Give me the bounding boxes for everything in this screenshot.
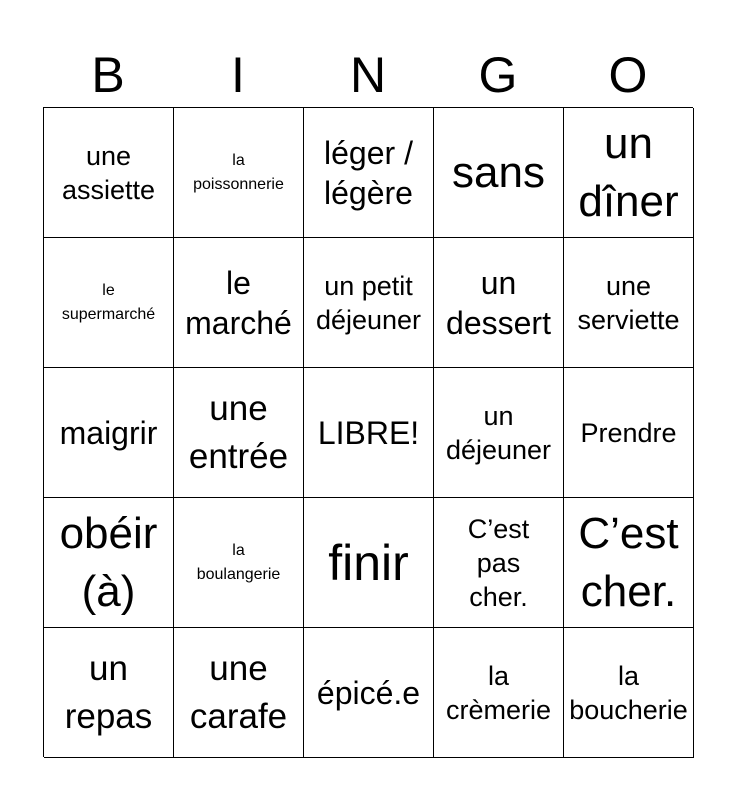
cell-text: le marché xyxy=(185,264,292,341)
cell-text: une carafe xyxy=(189,648,288,736)
cell-text: un petit déjeuner xyxy=(315,270,422,335)
cell-text: C’est cher. xyxy=(578,508,679,616)
cell-text: LIBRE! xyxy=(317,414,420,451)
header-letter-i: I xyxy=(231,47,245,103)
cell-text: la boucherie xyxy=(569,660,688,725)
cell-text: sans xyxy=(452,147,545,197)
bingo-cell[interactable] xyxy=(174,628,304,758)
cell-text: épicé.e xyxy=(316,674,421,711)
cell-text: un dessert xyxy=(446,264,551,341)
bingo-cell[interactable] xyxy=(304,238,434,368)
cell-text: un repas xyxy=(64,648,153,736)
bingo-header xyxy=(43,44,693,106)
bingo-cell[interactable] xyxy=(44,368,174,498)
cell-text: une serviette xyxy=(577,270,680,335)
cell-text: léger / légère xyxy=(324,134,413,211)
bingo-cell[interactable] xyxy=(174,498,304,628)
header-letter-o: O xyxy=(608,47,648,103)
cell-text: finir xyxy=(328,534,409,591)
bingo-cell[interactable] xyxy=(44,238,174,368)
bingo-cell[interactable] xyxy=(304,108,434,238)
cell-text: la boulangerie xyxy=(196,541,281,583)
bingo-cell[interactable] xyxy=(434,368,564,498)
bingo-cell[interactable] xyxy=(564,628,694,758)
bingo-cell[interactable] xyxy=(564,238,694,368)
cell-text: un déjeuner xyxy=(445,400,552,465)
cell-text: une entrée xyxy=(188,388,289,476)
cell-text: la poissonnerie xyxy=(193,151,284,193)
cell-text: le supermarché xyxy=(61,281,156,323)
bingo-cell[interactable] xyxy=(44,628,174,758)
header-letter-g: G xyxy=(478,47,518,103)
bingo-cell[interactable] xyxy=(44,108,174,238)
bingo-cell[interactable] xyxy=(564,498,694,628)
cell-text: une assiette xyxy=(61,140,156,205)
bingo-cell[interactable] xyxy=(44,498,174,628)
bingo-cell[interactable] xyxy=(434,628,564,758)
bingo-cell[interactable] xyxy=(434,238,564,368)
bingo-cell[interactable] xyxy=(304,628,434,758)
cell-text: un dîner xyxy=(578,118,679,226)
cell-text: C’est pas cher. xyxy=(467,513,530,612)
cell-text: Prendre xyxy=(580,417,677,448)
cell-text: maigrir xyxy=(59,414,158,451)
cell-text: obéir (à) xyxy=(59,508,158,616)
bingo-cell[interactable] xyxy=(434,498,564,628)
bingo-cell[interactable] xyxy=(174,108,304,238)
header-letter-n: N xyxy=(349,47,387,103)
header-letter-b: B xyxy=(91,47,125,103)
free-space[interactable] xyxy=(304,368,434,498)
bingo-board xyxy=(43,107,693,757)
bingo-cell[interactable] xyxy=(174,368,304,498)
bingo-cell[interactable] xyxy=(174,238,304,368)
bingo-cell[interactable] xyxy=(564,108,694,238)
bingo-cell[interactable] xyxy=(304,498,434,628)
bingo-cell[interactable] xyxy=(564,368,694,498)
bingo-cell[interactable] xyxy=(434,108,564,238)
cell-text: la crèmerie xyxy=(445,660,552,725)
